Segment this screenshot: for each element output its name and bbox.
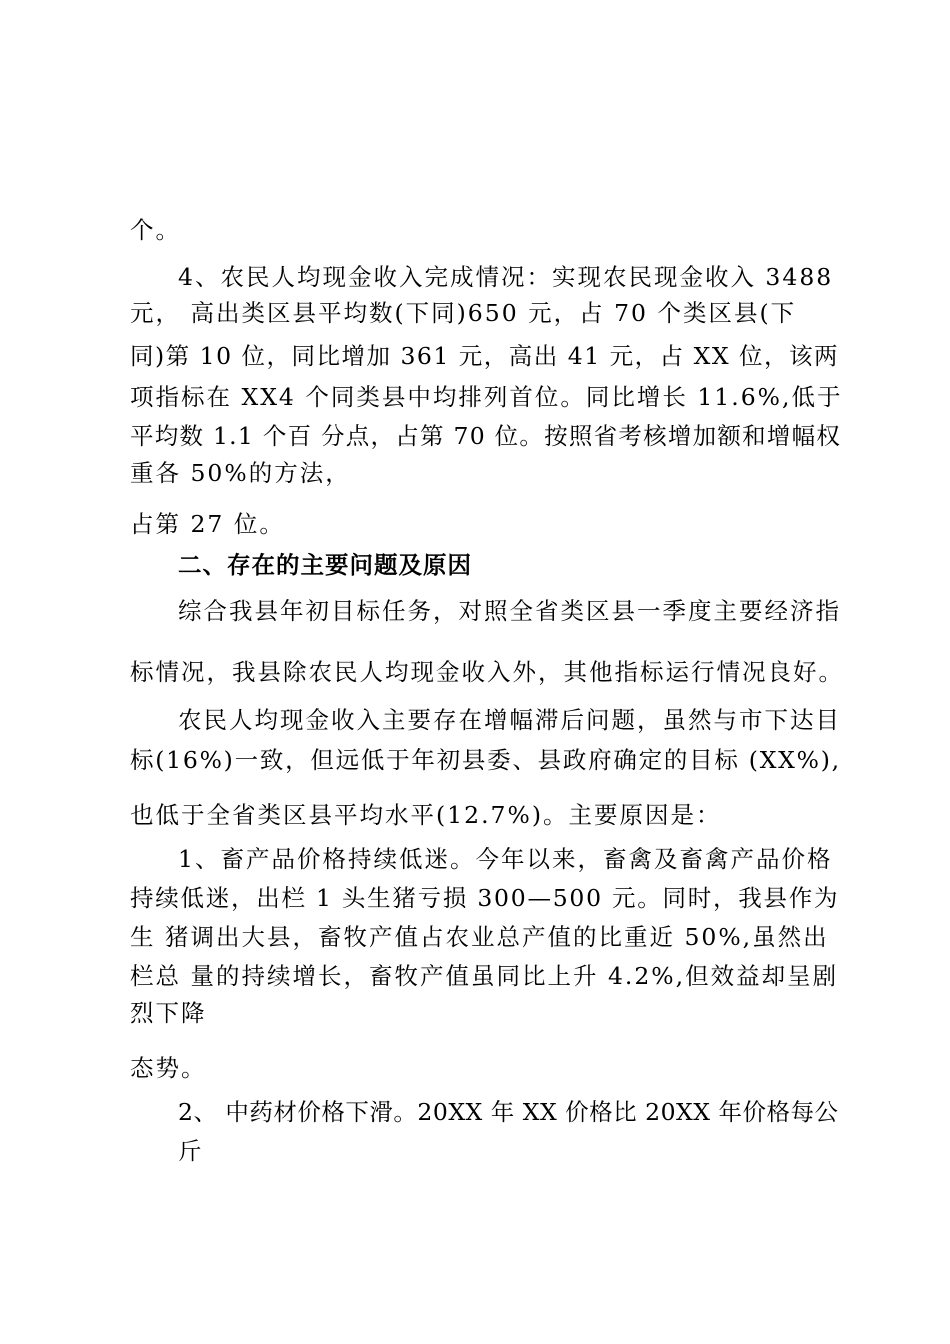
text-line: 重各 50%的方法， — [130, 459, 351, 487]
text-line: 占第 27 位。 — [130, 510, 285, 538]
text-line: 斤 — [178, 1137, 204, 1165]
text-line: 同)第 10 位，同比增加 361 元，高出 41 元，占 XX 位，该两 — [130, 342, 840, 370]
text-line: 栏总 量的持续增长，畜牧产值虽同比上升 4.2%,但效益却呈剧 — [130, 962, 839, 990]
text-line: 1、畜产品价格持续低迷。今年以来，畜禽及畜禽产品价格 — [178, 845, 833, 873]
text-line: 标情况，我县除农民人均现金收入外，其他指标运行情况良好。 — [130, 658, 844, 686]
text-line: 项指标在 XX4 个同类县中均排列首位。同比增长 11.6%,低于 — [130, 383, 843, 411]
text-line: 标(16%)一致，但远低于年初县委、县政府确定的目标 (XX%), — [130, 746, 841, 774]
text-line: 农民人均现金收入主要存在增幅滞后问题，虽然与市下达目 — [178, 706, 841, 734]
section-heading: 二、存在的主要问题及原因 — [178, 551, 472, 579]
text-line: 生 猪调出大县，畜牧产值占农业总产值的比重近 50%,虽然出 — [130, 923, 829, 951]
text-line: 态势。 — [130, 1054, 207, 1082]
text-line: 4、农民人均现金收入完成情况：实现农民现金收入 3488 — [178, 263, 834, 291]
text-line: 个。 — [130, 216, 181, 244]
text-line: 2、 中药材价格下滑。20XX 年 XX 价格比 20XX 年价格每公 — [178, 1098, 839, 1126]
text-line: 综合我县年初目标任务，对照全省类区县一季度主要经济指 — [178, 597, 841, 625]
text-line: 烈下降 — [130, 999, 207, 1027]
text-line: 平均数 1.1 个百 分点，占第 70 位。按照省考核增加额和增幅权 — [130, 422, 842, 450]
text-line: 持续低迷，出栏 1 头生猪亏损 300—500 元。同时，我县作为 — [130, 884, 840, 912]
text-line: 也低于全省类区县平均水平(12.7%)。主要原因是： — [130, 801, 722, 829]
text-line: 元， 高出类区县平均数(下同)650 元，占 70 个类区县(下 — [130, 299, 797, 327]
